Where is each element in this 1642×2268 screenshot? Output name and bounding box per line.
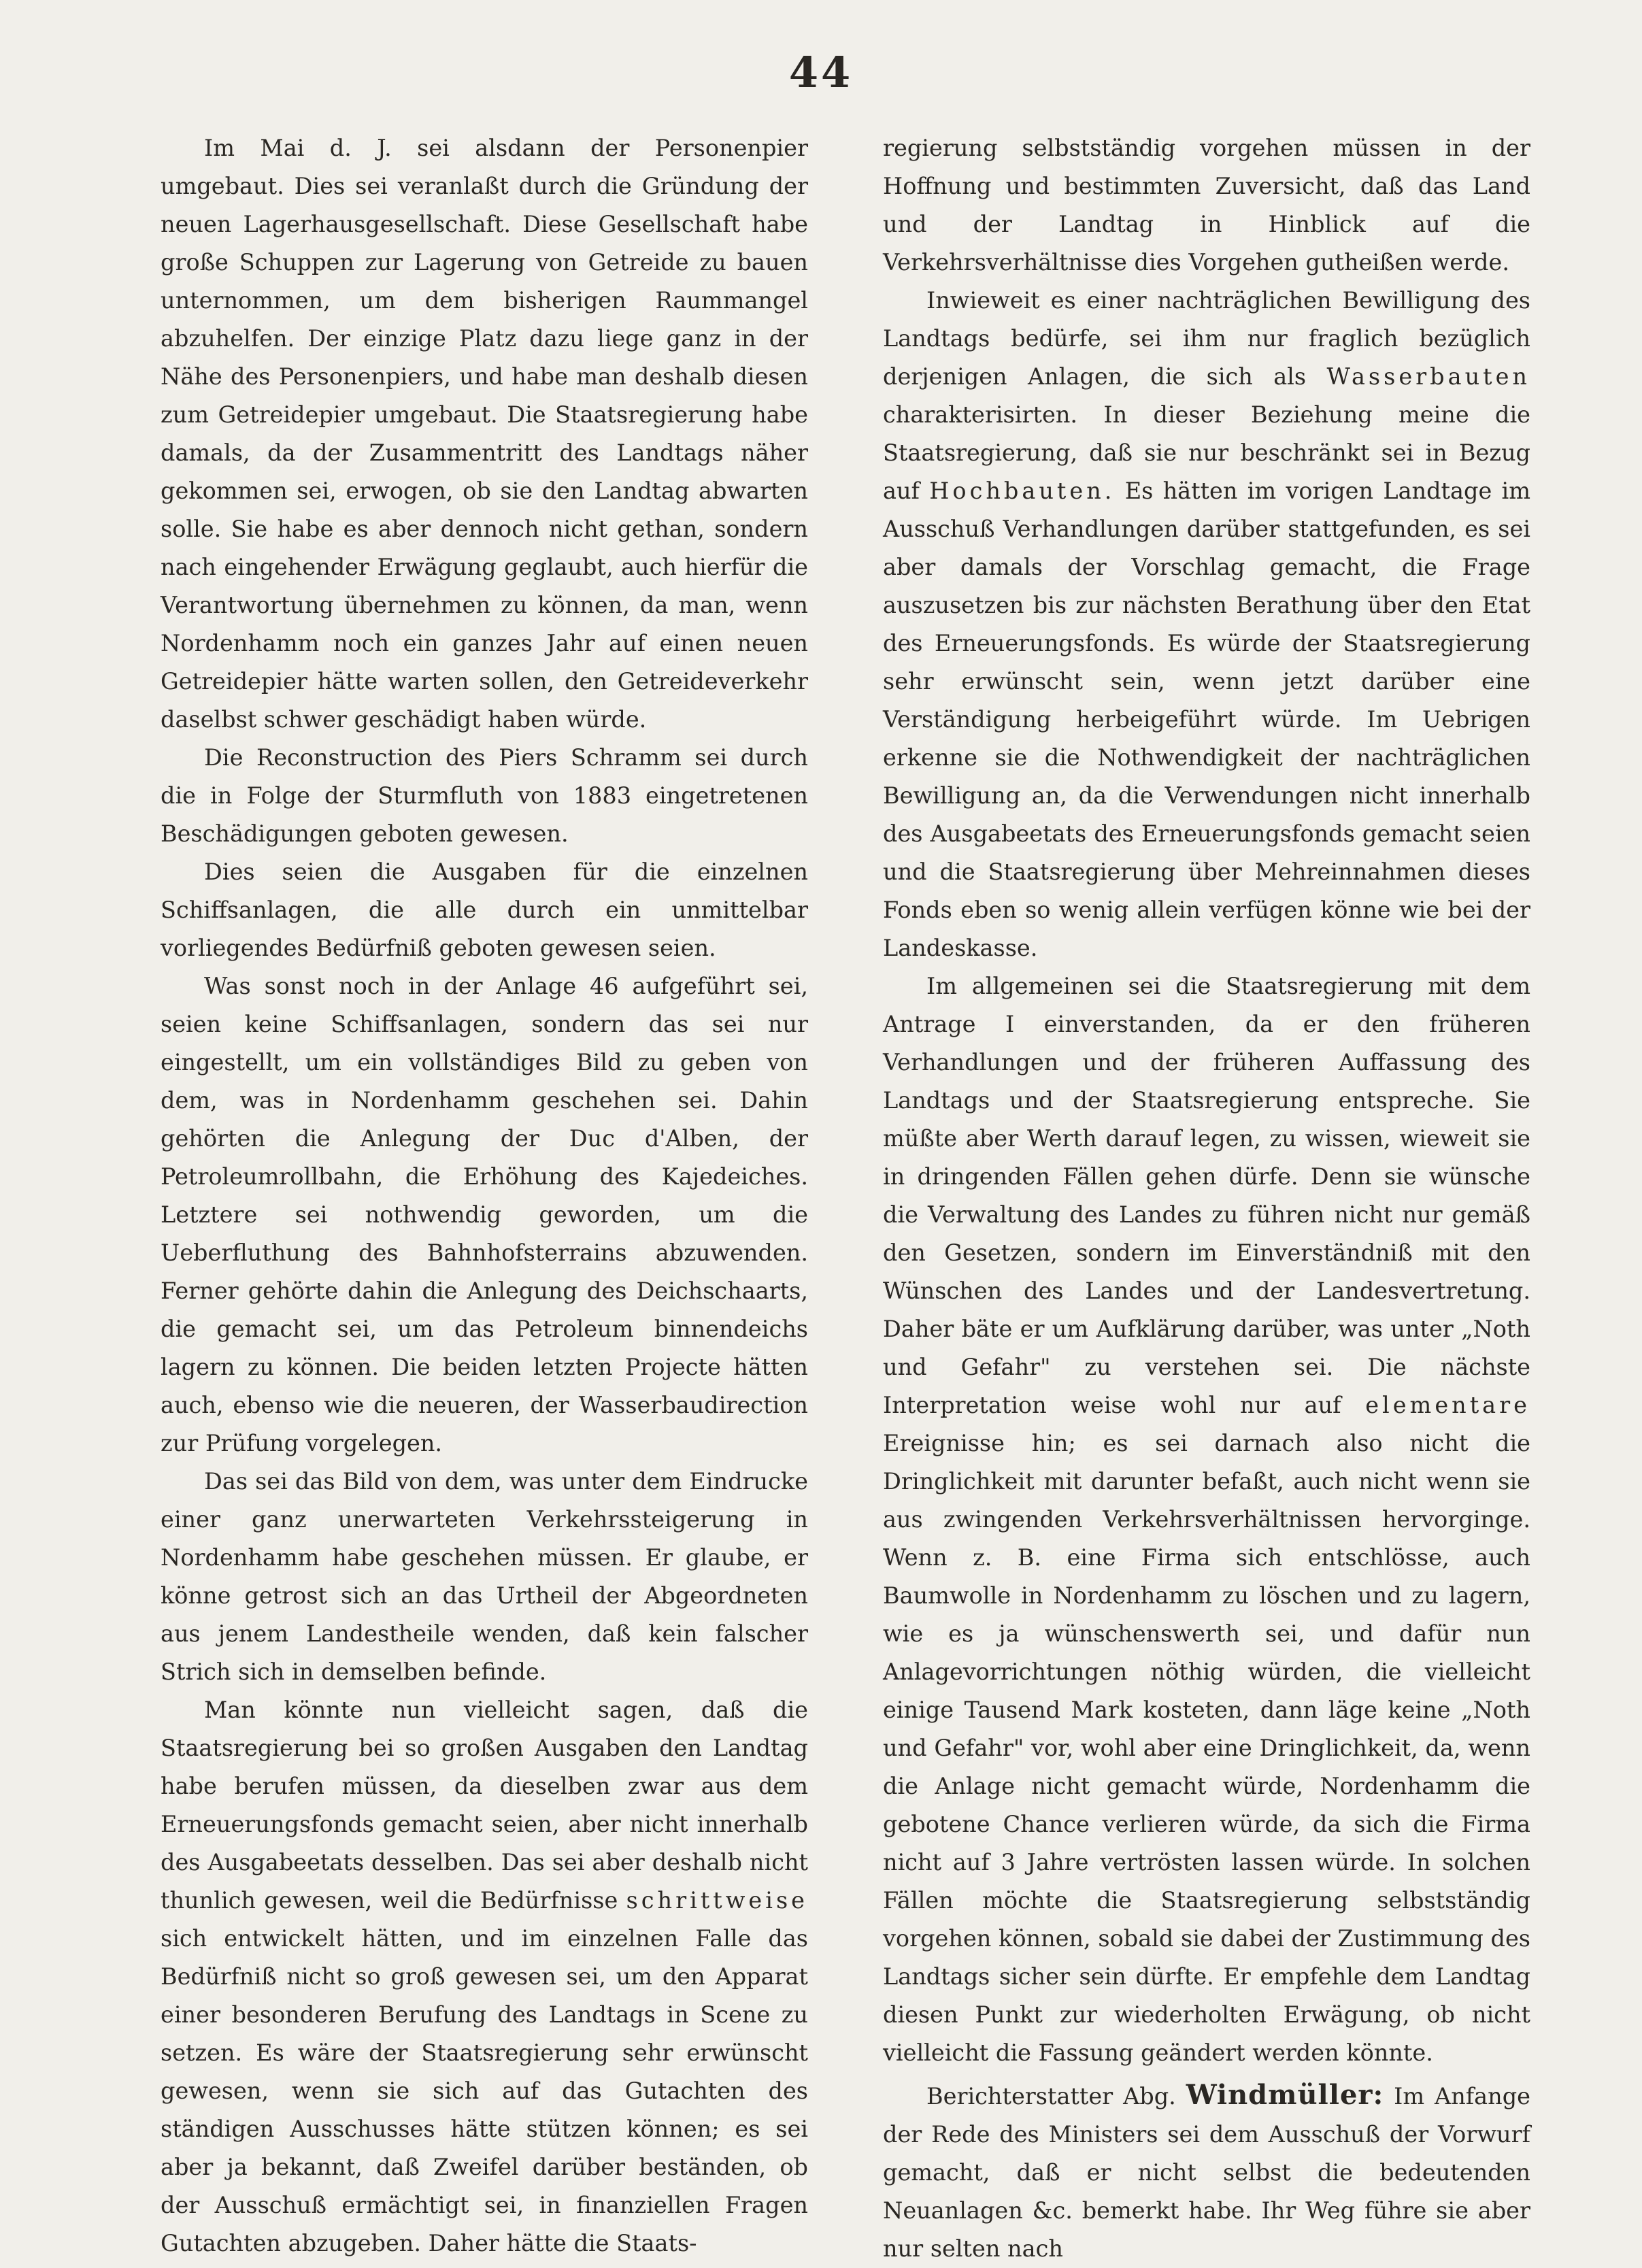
left-paragraph-5: Das sei das Bild von dem, was unter dem Eindrucke einer ganz unerwarteten Verkehrssteigerung in Nordenhamm habe geschehen müssen. Er glaube, er könne getrost sich an das Urtheil der Abgeordneten aus jenem Landestheile wenden, daß kein falscher Strich sich in demselben befinde. [161,1468,808,1685]
spaced-word-schrittweise: schrittweise [626,1887,808,1914]
left-paragraph-6-part-a: Man könnte nun vielleicht sagen, daß die Staatsregierung bei so großen Ausgaben den Landtag habe berufen müssen, da dieselben zwar aus dem Erneuerungsfonds gemacht seien, aber nicht innerhalb des Ausgabeetats desselben. Das sei aber deshalb nicht thunlich gewesen, weil die Bedürfnisse [161,1697,808,1914]
right-paragraph-2-part-a: Inwieweit es einer nachträglichen Bewilligung des Landtags bedürfe, sei ihm nur fraglich bezüglich derjenigen Anlagen, die sich als [883,287,1530,390]
speaker-role: Berichterstatter Abg. [926,2083,1176,2109]
left-paragraph-4: Was sonst noch in der Anlage 46 aufgeführt sei, seien keine Schiffsanlagen, sondern das sei nur eingestellt, um ein vollständiges Bild zu geben von dem, was in Nordenhamm geschehen sei. Dahin gehörten die Anlegung der Duc d'Alben, der Petroleumrollbahn, die Erhöhung des Kajedeiches. Letztere sei nothwendig geworden, um die Ueberfluthung des Bahnhofsterrains abzuwenden. Ferner gehörte dahin die Anlegung des Deichschaarts, die gemacht sei, um das Petroleum binnendeichs lagern zu können. Die beiden letzten Projecte hätten auch, ebenso wie die neueren, der Wasserbaudirection zur Prüfung vorgelegen. [161,973,808,1456]
left-paragraph-1: Im Mai d. J. sei alsdann der Personenpier umgebaut. Dies sei veranlaßt durch die Gründung der neuen Lagerhausgesellschaft. Diese Gesellschaft habe große Schuppen zur Lagerung von Getreide zu bauen unternommen, um dem bisherigen Raummangel abzuhelfen. Der einzige Platz dazu liege ganz in der Nähe des Personenpiers, und habe man deshalb diesen zum Getreidepier umgebaut. Die Staatsregierung habe damals, da der Zusammentritt des Landtags näher gekommen sei, erwogen, ob sie den Landtag abwarten solle. Sie habe es aber dennoch nicht gethan, sondern nach eingehender Erwägung geglaubt, auch hierfür die Verantwortung übernehmen zu können, da man, wenn Nordenhamm noch ein ganzes Jahr auf einen neuen Getreidepier hätte warten sollen, den Getreideverkehr daselbst schwer geschädigt haben würde. [161,135,808,733]
page-number: 44 [788,48,854,97]
right-paragraph-4 [883,2076,1530,2268]
right-paragraph-2 [883,282,1530,967]
left-paragraph-3: Dies seien die Ausgaben für die einzelnen Schiffsanlagen, die alle durch ein unmittelbar vorliegendes Bedürfniß geboten gewesen seien. [161,858,808,961]
left-column [161,129,808,2263]
right-paragraph-1: regierung selbstständig vorgehen müssen in der Hoffnung und bestimmten Zuversicht, daß das Land und der Landtag in Hinblick auf die Verkehrsverhältnisse dies Vorgehen gutheißen werde. [883,135,1530,276]
speaker-name: Windmüller: [1186,2079,1384,2111]
right-paragraph-2-part-b: charakterisirten. In dieser Beziehung meine die Staatsregierung, daß sie nur beschränkt sei in Bezug auf [883,401,1530,504]
left-paragraph-6-part-b: sich entwickelt hätten, und im einzelnen Falle das Bedürfniß nicht so groß gewesen sei, um den Apparat einer besonderen Berufung des Landtags in Scene zu setzen. Es wäre der Staatsregierung sehr erwünscht gewesen, wenn sie sich auf das Gutachten des ständigen Ausschusses hätte stützen können; es sei aber ja bekannt, daß Zweifel darüber beständen, ob der Ausschuß ermächtigt sei, in finanziellen Fragen Gutachten abzugeben. Daher hätte die Staats- [161,1925,808,2256]
right-paragraph-3-part-b: Ereignisse hin; es sei darnach also nicht die Dringlichkeit mit darunter befaßt, auch nicht wenn sie aus zwingenden Verkehrsverhältnissen hervorginge. Wenn z. B. eine Firma sich entschlösse, auch Baumwolle in Nordenhamm zu löschen und zu lagern, wie es ja wünschenswerth sei, und dafür nun Anlagevorrichtungen nöthig würden, die vielleicht einige Tausend Mark kosteten, dann läge keine „Noth und Gefahr" vor, wohl aber eine Dringlichkeit, da, wenn die Anlage nicht gemacht würde, Nordenhamm die gebotene Chance verlieren würde, da sich die Firma nicht auf 3 Jahre vertrösten lassen würde. In solchen Fällen möchte die Staatsregierung selbstständig vorgehen können, sobald sie dabei der Zustimmung des Landtags sicher sein dürfte. Er empfehle dem Landtag diesen Punkt zur wiederholten Erwägung, ob nicht vielleicht die Fassung geändert werden könnte. [883,1430,1530,2066]
right-paragraph-4-text: Im Anfange der Rede des Ministers sei dem Ausschuß der Vorwurf gemacht, daß er nicht selbst die bedeutenden Neuanlagen &c. bemerkt habe. Ihr Weg führe sie aber nur selten nach [883,2083,1530,2262]
right-column [883,129,1530,2268]
right-paragraph-3-part-a: Im allgemeinen sei die Staatsregierung mit dem Antrage I einverstanden, da er den früheren Verhandlungen und der früheren Auffassung des Landtags und der Staatsregierung entspreche. Sie müßte aber Werth darauf legen, zu wissen, wieweit sie in dringenden Fällen gehen dürfe. Denn sie wünsche die Verwaltung des Landes zu führen nicht nur gemäß den Gesetzen, sondern im Einverständniß mit den Wünschen des Landes und der Landesvertretung. Daher bäte er um Aufklärung darüber, was unter „Noth und Gefahr" zu verstehen sei. Die nächste Interpretation weise wohl nur auf [883,973,1530,1418]
right-paragraph-3 [883,967,1530,2072]
right-paragraph-2-part-c: Es hätten im vorigen Landtage im Ausschuß Verhandlungen darüber stattgefunden, es sei aber damals der Vorschlag gemacht, die Frage auszusetzen bis zur nächsten Berathung über den Etat des Erneuerungsfonds. Es würde der Staatsregierung sehr erwünscht sein, wenn jetzt darüber eine Verständigung herbeigeführt würde. Im Uebrigen erkenne sie die Nothwendigkeit der nachträglichen Bewilligung an, da die Verwendungen nicht innerhalb des Ausgabeetats des Erneuerungsfonds gemacht seien und die Staatsregierung über Mehreinnahmen dieses Fonds eben so wenig allein verfügen könne wie bei der Landeskasse. [883,478,1530,961]
spaced-word-hochbauten: Hochbauten. [929,478,1116,504]
spaced-word-elementare: elementare [1365,1392,1530,1418]
spaced-word-wasserbauten: Wasserbauten [1326,363,1531,390]
left-paragraph-2: Die Reconstruction des Piers Schramm sei durch die in Folge der Sturmfluth von 1883 eingetretenen Beschädigungen geboten gewesen. [161,744,808,847]
left-paragraph-6 [161,1691,808,2263]
